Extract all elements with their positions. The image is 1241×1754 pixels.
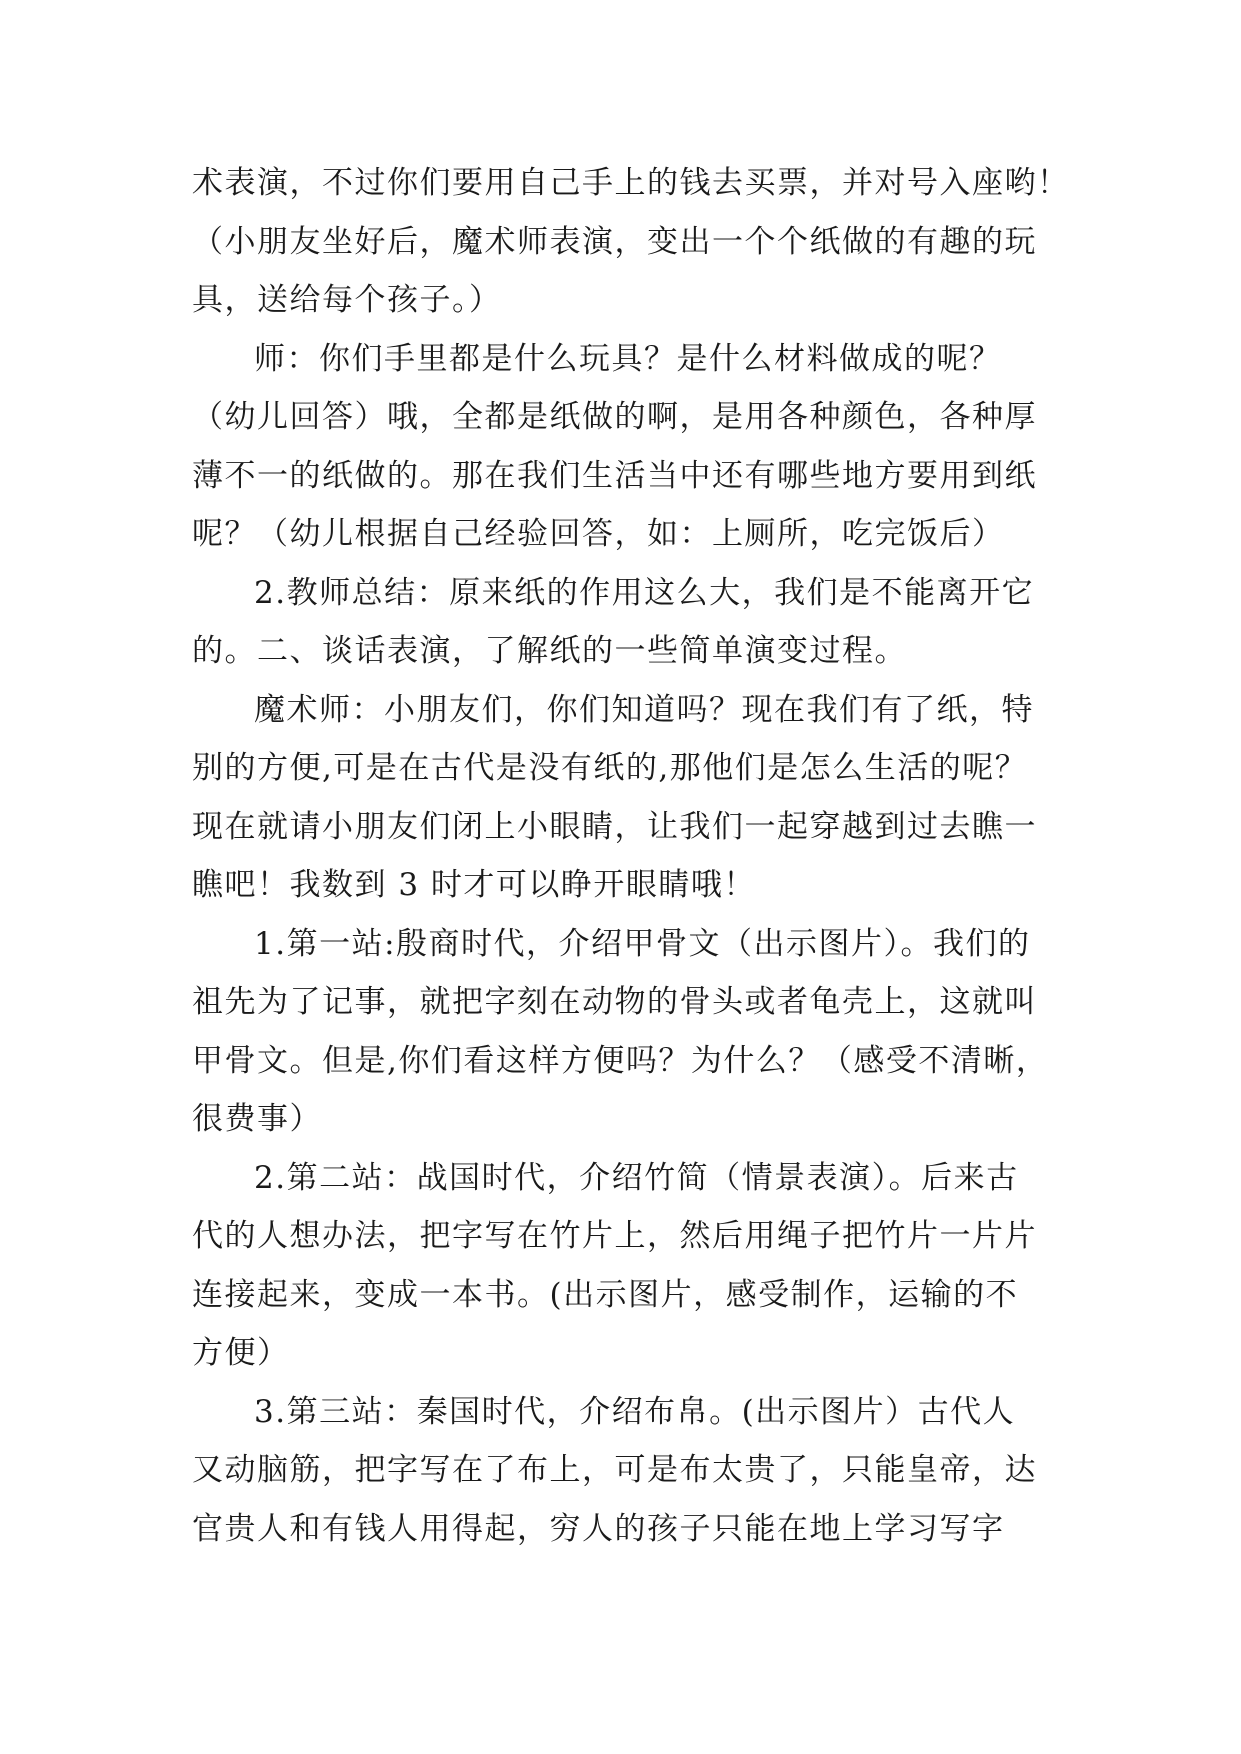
text-line: 魔术师：小朋友们，你们知道吗？现在我们有了纸，特 xyxy=(254,691,1034,728)
text-line: 2.教师总结：原来纸的作用这么大，我们是不能离开它 xyxy=(254,574,1035,611)
body-text xyxy=(192,154,1070,1558)
text-line: 2.第二站：战国时代，介绍竹简（情景表演）。后来古 xyxy=(254,1159,1019,1196)
text-line: （幼儿回答）哦，全都是纸做的啊，是用各种颜色，各种厚 xyxy=(192,399,1037,435)
text-line: 很费事） xyxy=(192,1101,322,1137)
text-line: 瞧吧！我数到 3 时才可以睁开眼睛哦！ xyxy=(192,867,756,903)
text-line: 别的方便,可是在古代是没有纸的,那他们是怎么生活的呢？ xyxy=(192,750,1028,786)
text-line: 师：你们手里都是什么玩具？是什么材料做成的呢？ xyxy=(254,340,1002,377)
text-line: 又动脑筋，把字写在了布上，可是布太贵了，只能皇帝，达 xyxy=(192,1452,1037,1488)
text-line: 连接起来，变成一本书。(出示图片，感受制作，运输的不 xyxy=(192,1276,1019,1313)
text-line: （小朋友坐好后，魔术师表演，变出一个个纸做的有趣的玩 xyxy=(192,223,1037,260)
text-line: 3.第三站：秦国时代，介绍布帛。(出示图片）古代人 xyxy=(254,1393,1016,1430)
text-line: 方便） xyxy=(192,1335,290,1371)
text-line: 官贵人和有钱人用得起，穷人的孩子只能在地上学习写字 xyxy=(192,1510,1005,1547)
text-line: 的。二、谈话表演，了解纸的一些简单演变过程。 xyxy=(192,633,907,669)
text-line: 代的人想办法，把字写在竹片上，然后用绳子把竹片一片片 xyxy=(192,1218,1037,1254)
text-line: 祖先为了记事，就把字刻在动物的骨头或者龟壳上，这就叫 xyxy=(192,984,1037,1020)
text-line: 术表演，不过你们要用自己手上的钱去买票，并对号入座哟！ xyxy=(192,165,1070,201)
text-line: 薄不一的纸做的。那在我们生活当中还有哪些地方要用到纸 xyxy=(192,457,1037,494)
text-line: 1.第一站:殷商时代，介绍甲骨文（出示图片）。我们的 xyxy=(254,925,1031,962)
text-line: 具，送给每个孩子。） xyxy=(192,282,502,318)
text-line: 呢？（幼儿根据自己经验回答，如：上厕所，吃完饭后） xyxy=(192,516,1005,552)
text-line: 现在就请小朋友们闭上小眼睛，让我们一起穿越到过去瞧一 xyxy=(192,808,1037,845)
text-line: 甲骨文。但是,你们看这样方便吗？为什么？（感受不清晰， xyxy=(192,1042,1049,1079)
